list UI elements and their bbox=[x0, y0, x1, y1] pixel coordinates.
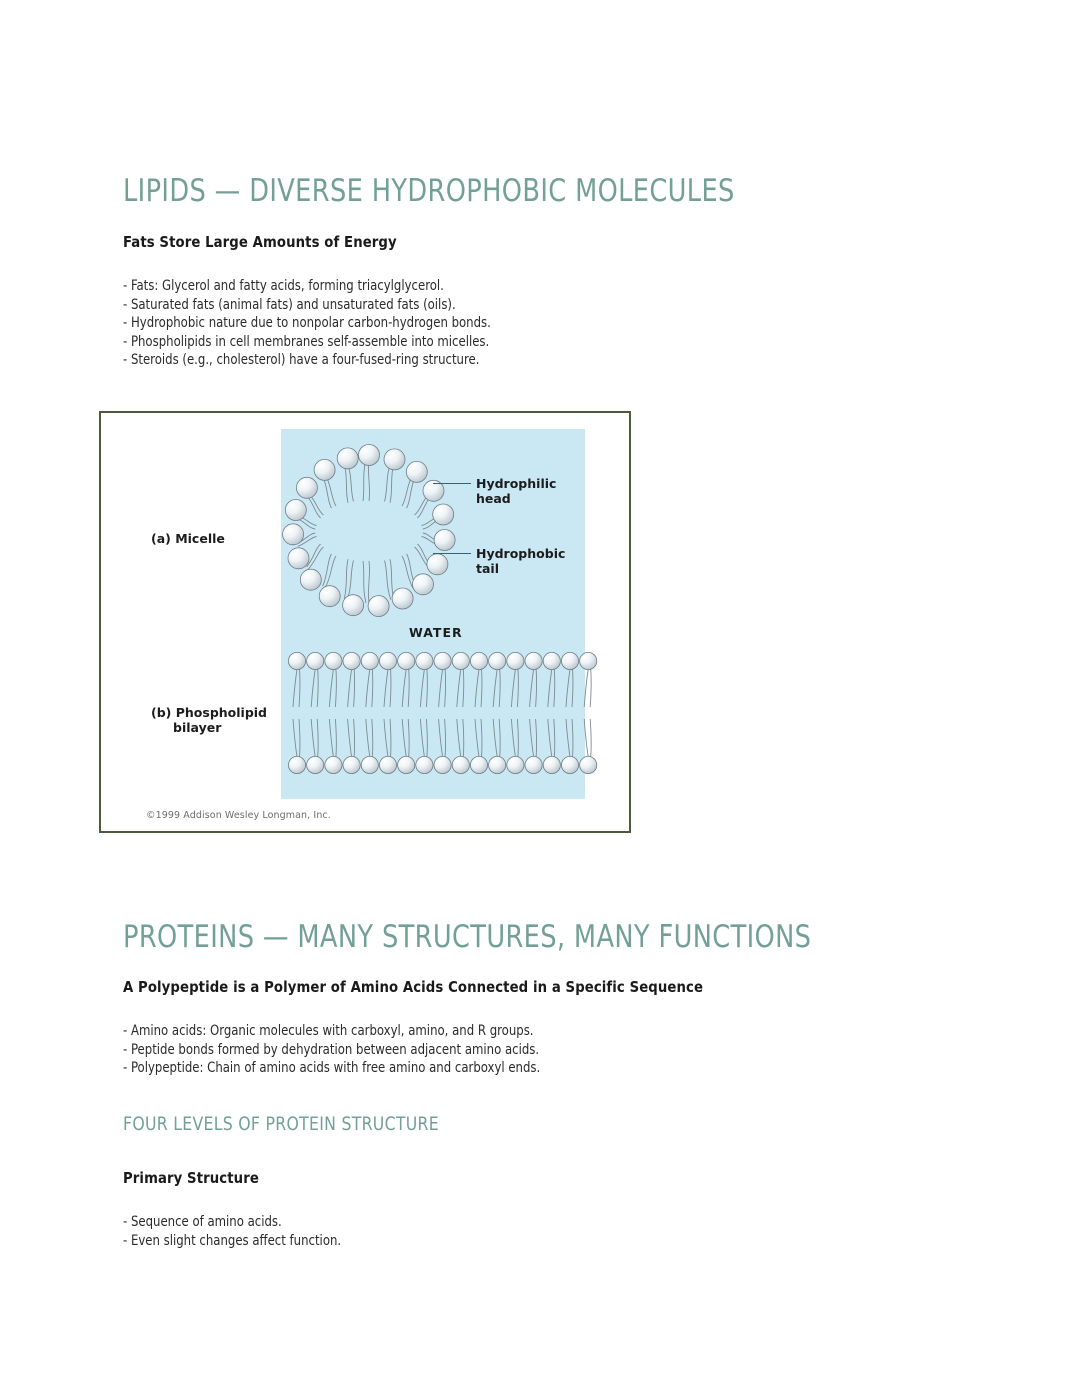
figure-label-hydrophobic-tail bbox=[476, 546, 565, 576]
list-item: - Phospholipids in cell membranes self-assemble into micelles. bbox=[123, 333, 490, 350]
subsection-heading-wrap bbox=[123, 1114, 963, 1135]
hydrophobic-line1: Hydrophobic bbox=[476, 546, 566, 561]
list-item: - Fats: Glycerol and fatty acids, forming triacylglycerol. bbox=[123, 278, 444, 294]
subheading-fats-store-energy: Fats Store Large Amounts of Energy bbox=[123, 233, 397, 251]
section-heading-proteins: PROTEINS — MANY STRUCTURES, MANY FUNCTIONS bbox=[123, 919, 812, 955]
hydrophobic-line2: tail bbox=[476, 561, 499, 576]
subsection-heading-four-levels: FOUR LEVELS OF PROTEIN STRUCTURE bbox=[123, 1113, 439, 1135]
list-item: - Peptide bonds formed by dehydration between adjacent amino acids. bbox=[123, 1041, 540, 1058]
list-item: - Sequence of amino acids. bbox=[123, 1214, 282, 1230]
bullet-list-lipids bbox=[123, 277, 963, 370]
subheading-fats-store-energy-wrap bbox=[123, 234, 963, 252]
leader-line-hydrophobic bbox=[433, 553, 471, 554]
subheading-primary-structure-wrap bbox=[123, 1170, 963, 1188]
subheading-polypeptide-wrap bbox=[123, 979, 963, 997]
list-item: - Steroids (e.g., cholesterol) have a four-fused-ring structure. bbox=[123, 352, 480, 369]
bullet-list-lipids-wrap bbox=[123, 277, 963, 370]
leader-line-hydrophilic bbox=[433, 483, 471, 484]
figure-label-hydrophilic-head bbox=[476, 476, 556, 506]
hydrophilic-line2: head bbox=[476, 491, 511, 506]
subheading-polypeptide: A Polypeptide is a Polymer of Amino Acids Connected in a Specific Sequence bbox=[123, 978, 704, 996]
figure-caption-bilayer-line2: bilayer bbox=[173, 720, 222, 735]
hydrophilic-line1: Hydrophilic bbox=[476, 476, 557, 491]
list-item: - Even slight changes affect function. bbox=[123, 1232, 342, 1249]
list-item: - Amino acids: Organic molecules with carboxyl, amino, and R groups. bbox=[123, 1023, 534, 1039]
figure-micelle-bilayer bbox=[99, 411, 631, 833]
section-lipids bbox=[123, 174, 963, 208]
list-item: - Saturated fats (animal fats) and unsaturated fats (oils). bbox=[123, 296, 456, 313]
figure-caption-micelle: (a) Micelle bbox=[151, 531, 225, 546]
figure-caption-bilayer-line1: (b) Phospholipid bbox=[151, 705, 267, 720]
section-proteins bbox=[123, 920, 963, 954]
figure-copyright-notice: ©1999 Addison Wesley Longman, Inc. bbox=[146, 810, 331, 821]
figure-caption-bilayer bbox=[151, 705, 267, 735]
section-heading-lipids: LIPIDS — DIVERSE HYDROPHOBIC MOLECULES bbox=[123, 173, 735, 209]
subheading-primary-structure: Primary Structure bbox=[123, 1169, 259, 1187]
bullet-list-primary-structure-wrap bbox=[123, 1213, 963, 1250]
list-item: - Polypeptide: Chain of amino acids with free amino and carboxyl ends. bbox=[123, 1060, 541, 1077]
bullet-list-proteins-wrap bbox=[123, 1022, 963, 1078]
bullet-list-proteins bbox=[123, 1022, 963, 1078]
bullet-list-primary-structure bbox=[123, 1213, 963, 1250]
figure-inner bbox=[101, 413, 629, 831]
figure-label-water: WATER bbox=[409, 625, 463, 640]
list-item: - Hydrophobic nature due to nonpolar carbon-hydrogen bonds. bbox=[123, 315, 491, 332]
